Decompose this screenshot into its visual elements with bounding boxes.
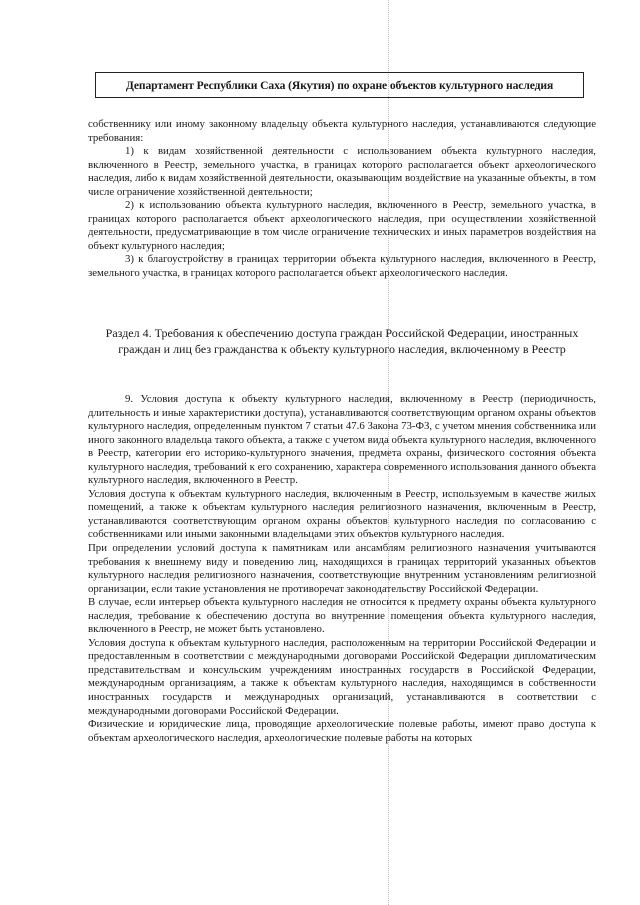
paragraph-item-2: 2) к использованию объекта культурного наследия, включенного в Реестр, земельного участка, в границах которого располагается объект археологического наследия, при осуществлении хозяйственной деятельности, предусматривающие в том числе ограничение технических и иных параметров воздействия на объект культурного наследия; <box>88 199 596 252</box>
section-heading: Раздел 4. Требования к обеспечению доступа граждан Российской Федерации, иностранных граждан и лиц без гражданства к объекту культурного наследия, включенному в Реестр <box>105 326 579 357</box>
access-block <box>88 393 596 745</box>
paragraph-diplomatic: Условия доступа к объектам культурного наследия, расположенным на территории Российской Федерации и предоставленным в соответствии с международными договорами Российской Федерации дипломатическим представительствам и консульским учреждениям иностранных государств в Российской Федерации, международным организациям, а также к объектам культурного наследия, находящимся в собственности иностранных государств и международных организаций, устанавливаются в соответствии с международными договорами Российской Федерации. <box>88 636 596 717</box>
department-header <box>95 72 584 98</box>
paragraph-religious-conditions: При определении условий доступа к памятникам или ансамблям религиозного назначения учитываются требования к внешнему виду и поведению лиц, находящихся в границах территорий указанных объектов культурного наследия религиозного назначения, соответствующие внутренним установлениям религиозной организации, если такие установления не противоречат законодательству Российской Федерации. <box>88 542 596 595</box>
paragraph-point-9: 9. Условия доступа к объекту культурного наследия, включенному в Реестр (периодичность, длительность и иные характеристики доступа), устанавливаются соответствующим органом охраны объектов культурного наследия, определенным пунктом 7 статьи 47.6 Закона 73-ФЗ, с учетом мнения собственника или иного законного владельца такого объекта, а также с учетом вида объекта культурного наследия, включенного в Реестр, категории его историко-культурного значения, предмета охраны, физического состояния объекта культурного наследия, требований к его сохранению, характера современного использования данного объекта культурного наследия, включенного в Реестр. <box>88 393 596 487</box>
paragraph-intro: собственнику или иному законному владельцу объекта культурного наследия, устанавливаются следующие требования: <box>88 118 596 144</box>
requirements-block <box>88 118 596 281</box>
paragraph-interior: В случае, если интерьер объекта культурного наследия не относится к предмету охраны объекта культурного наследия, требование к обеспечению доступа во внутренние помещения объекта культурного наследия, включенного в Реестр, не может быть установлено. <box>88 596 596 636</box>
paragraph-residential-religious: Условия доступа к объектам культурного наследия, включенным в Реестр, используемым в качестве жилых помещений, а также к объектам культурного наследия религиозного назначения, включенным в Реестр, устанавливаются соответствующим органом охраны объектов культурного наследия по согласованию с собственниками или иными законными владельцами этих объектов культурного наследия. <box>88 487 596 541</box>
paragraph-item-1: 1) к видам хозяйственной деятельности с использованием объекта культурного наследия, включенного в Реестр, земельного участка, в границах которого располагается объект археологического наследия, либо к видам хозяйственной деятельности, оказывающим воздействие на указанные объекты, в том числе ограничение хозяйственной деятельности; <box>88 145 596 198</box>
department-header-title: Департамент Республики Саха (Якутия) по охране объектов культурного наследия <box>125 78 554 92</box>
paragraph-item-3: 3) к благоустройству в границах территории объекта культурного наследия, включенного в Реестр, земельного участка, в границах которого располагается объект археологического наследия. <box>88 253 596 280</box>
paragraph-archaeological: Физические и юридические лица, проводящие археологические полевые работы, имеют право доступа к объектам археологического наследия, археологические полевые работы на которых <box>88 718 596 744</box>
